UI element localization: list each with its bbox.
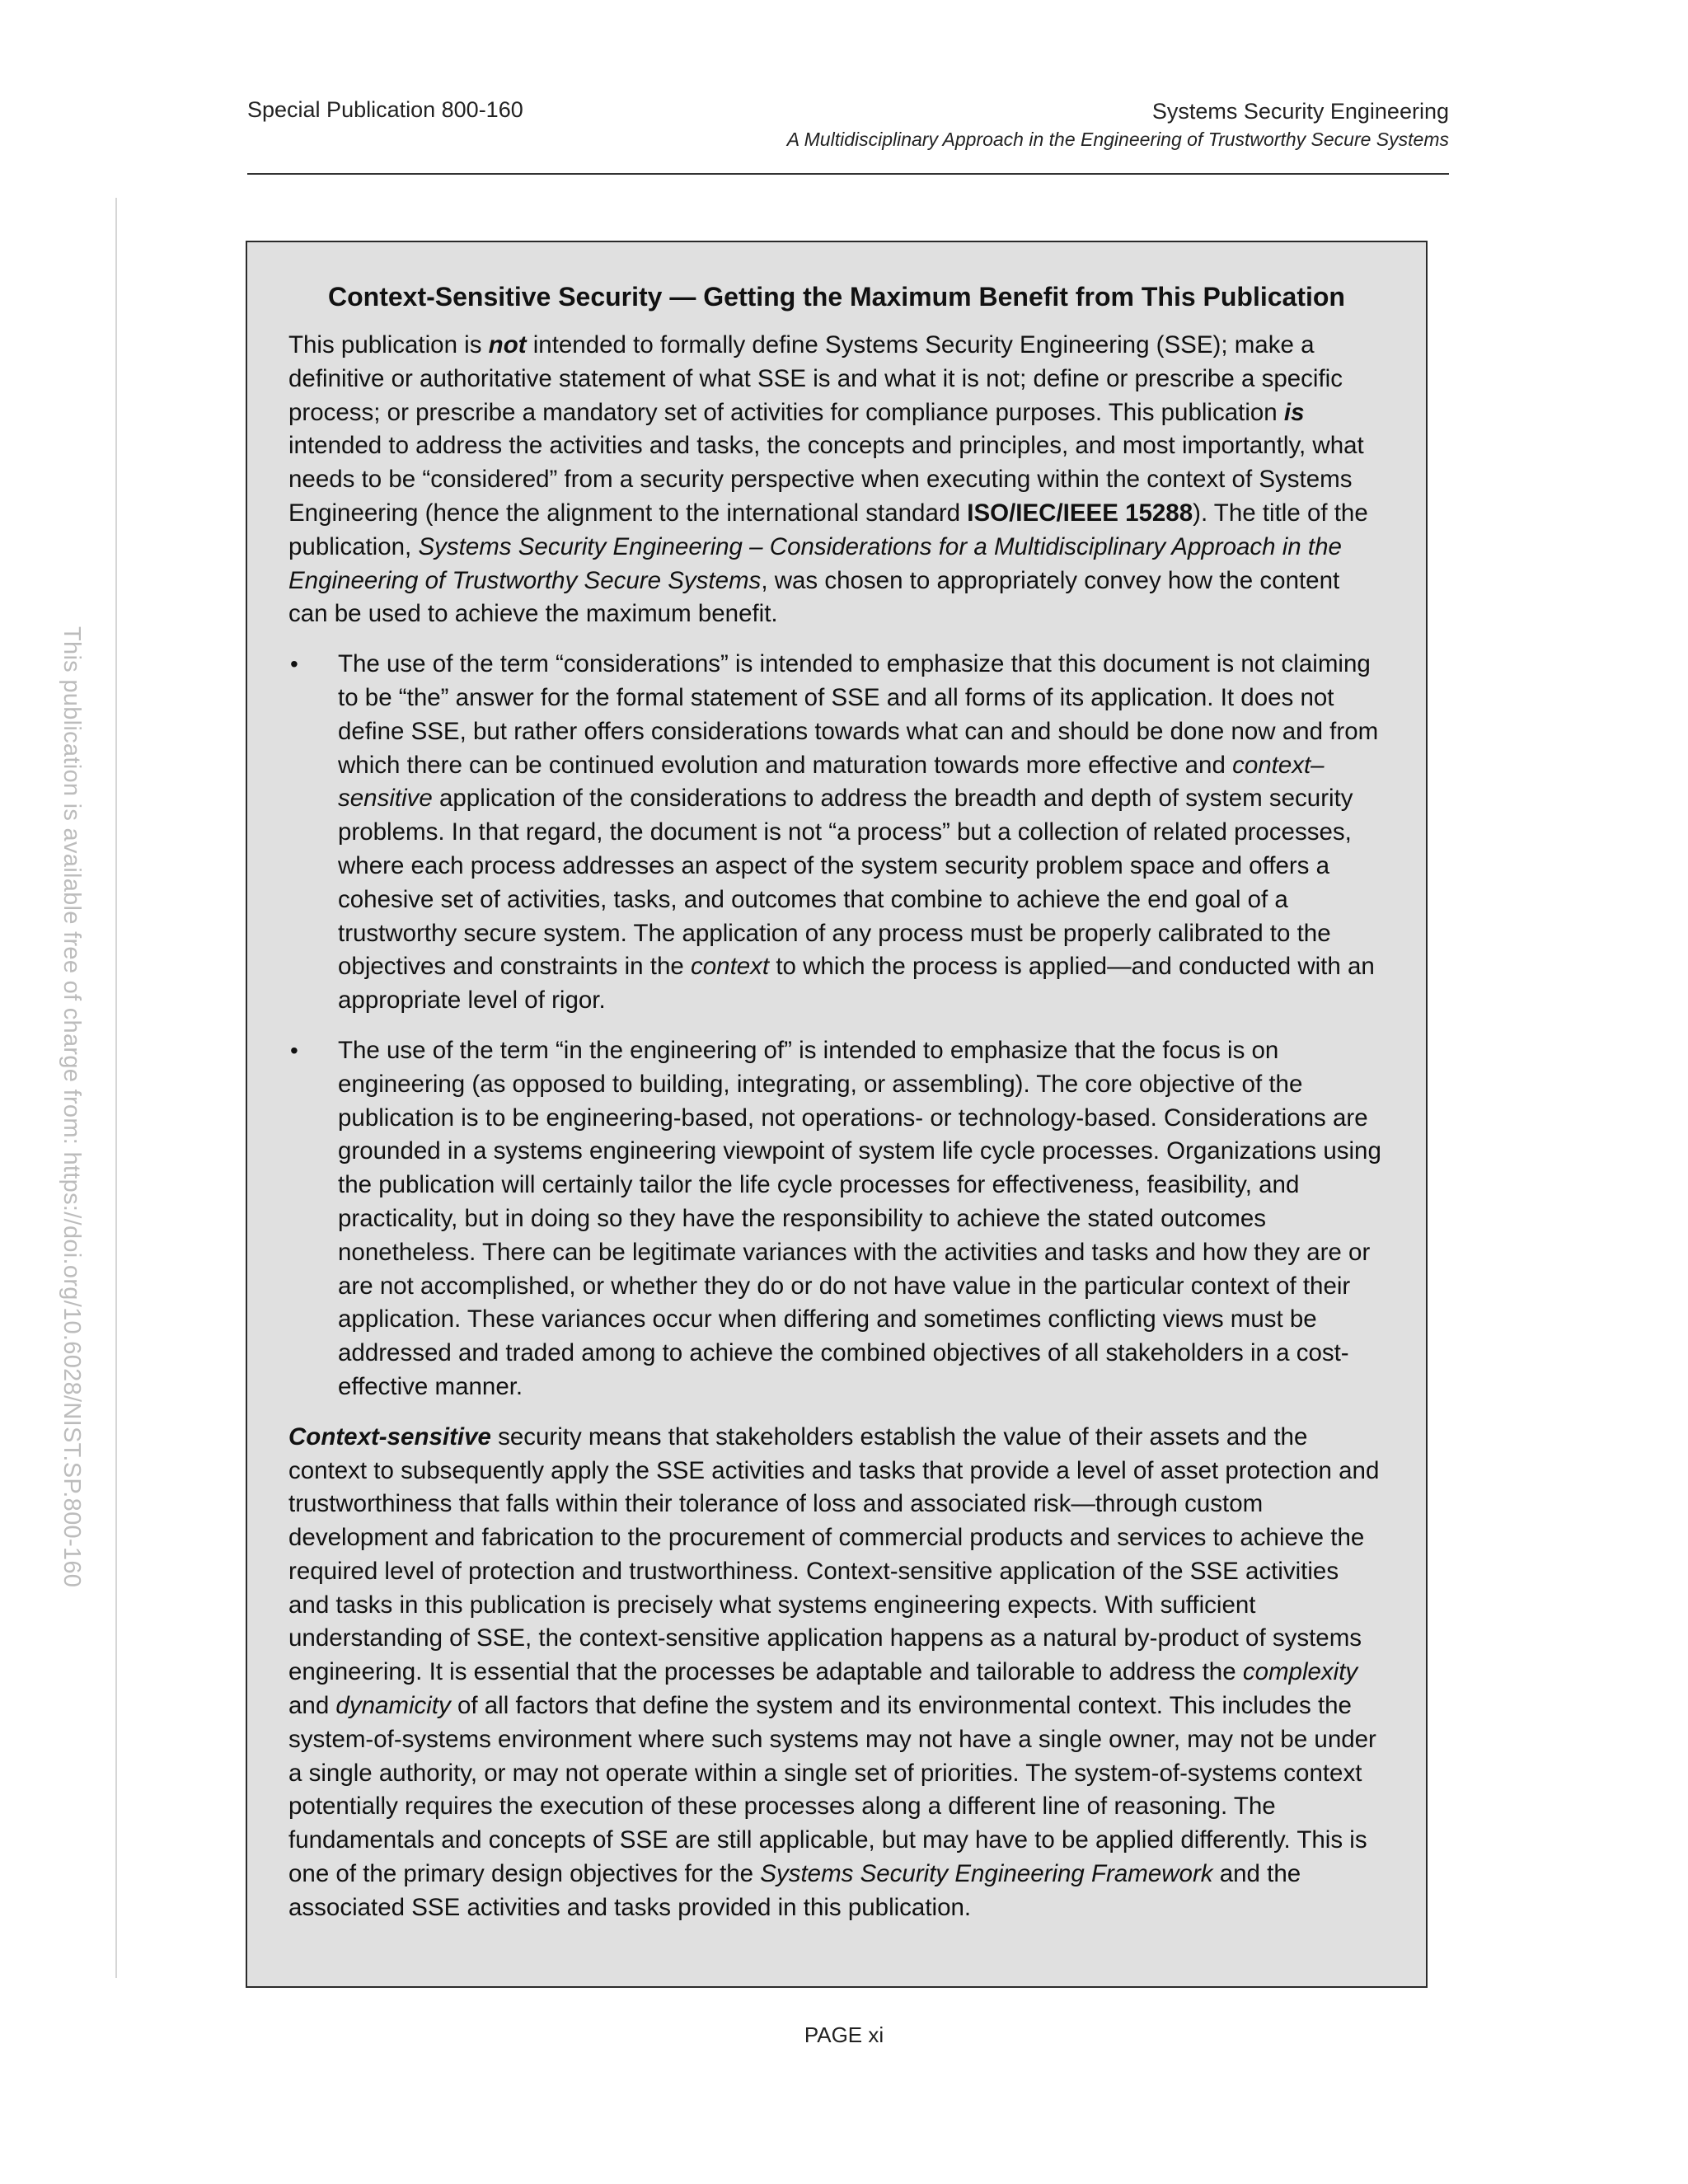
publication-number: Special Publication 800-160 (247, 97, 523, 122)
publication-title-block (787, 97, 1449, 153)
closing-term: Context-sensitive (288, 1422, 491, 1451)
intro-publication-title: Systems Security Engineering – Considerations for a Multidisciplinary Approach in the Engineering of Trustworthy Secure Systems (288, 532, 1342, 594)
box-title: Context-Sensitive Security — Getting the Maximum Benefit from This Publication (328, 282, 1345, 312)
bullet1-emphasis-context: context (691, 953, 770, 981)
intro-text-3: intended to address the activities and tasks, the concepts and principles, and most importantly, what needs to be “considered” from a security perspective when executing within the context of Systems Engineering (hence the alignment to the international standard (288, 432, 1364, 527)
bullet1-text-3: to which the process is applied—and conducted with an appropriate level of rigor. (338, 953, 1375, 1015)
bullet2-text: The use of the term “in the engineering of” is intended to emphasize that the focus is on engineering (as opposed to building, integrating, or assembling). The core objective of the publication is to be engineering-based, not operations- or technology-based. Considerations are grounded in a systems engineering viewpoint of system life cycle processes. Organizations using the publication will certainly tailor the life cycle processes for effectiveness, feasibility, and practicality, but in doing so they have the responsibility to achieve the stated outcomes nonetheless. There can be legitimate variances with the activities and tasks and how they are or are not accomplished, or whether they do or do not have value in the particular context of their application. These variances occur when differing and sometimes conflicting views must be addressed and traded among to achieve the combined objectives of all stakeholders in a cost-effective manner. (338, 1036, 1381, 1400)
publication-subtitle: A Multidisciplinary Approach in the Engineering of Trustworthy Secure Systems (786, 129, 1449, 150)
page-number: PAGE xi (804, 2022, 884, 2047)
header-divider (247, 173, 1449, 175)
closing-paragraph (288, 1421, 1385, 1925)
intro-emphasis-is: is (1283, 398, 1305, 426)
list-item (288, 1034, 1385, 1404)
closing-text-3: of all factors that define the system and its environmental context. This includes the system-of-systems environment where such systems may not have a single owner, may not be under a single authority, or may not operate within a single set of priorities. The system-of-systems context potentially requires the execution of these processes along a different line of reasoning. The fundamentals and concepts of SSE are still applicable, but may have to be applied differently. This is one of the primary design objectives for the (288, 1692, 1376, 1888)
intro-text-2: intended to formally define Systems Security Engineering (SSE); make a definitive or authoritative statement of what SSE is and what it is not; define or prescribe a specific process; or prescribe a mandatory set of activities for compliance purposes. This publication (288, 331, 1343, 426)
closing-emphasis-dynamicity: dynamicity (335, 1692, 451, 1720)
bullet-icon: • (290, 1037, 298, 1063)
intro-text-5: , was chosen to appropriately convey how the content can be used to achieve the maximum benefit. (288, 566, 1340, 628)
intro-text-1: This publication is (288, 331, 489, 359)
closing-text-4: and the associated SSE activities and tasks provided in this publication. (288, 1860, 1301, 1921)
intro-text-4: ). The title of the publication, (288, 499, 1368, 560)
bullet1-text-1: The use of the term “considerations” is intended to emphasize that this document is not claiming to be “the” answer for the formal statement of SSE and all forms of its application. It does not define SSE, but rather offers considerations towards what can and should be done now and from which there can be continued evolution and maturation towards more effective and (338, 650, 1379, 779)
bullet1-emphasis: context–sensitive (338, 751, 1325, 813)
publication-title: Systems Security Engineering (1151, 99, 1449, 124)
context-sensitive-security-box (246, 241, 1428, 1988)
bullet1-text-2: application of the considerations to address the breadth and depth of system security problems. In that regard, the document is not “a process” but a collection of related processes, where each process addresses an aspect of the system security problem space and offers a cohesive set of activities, tasks, and outcomes that combine to achieve the end goal of a trustworthy secure system. The application of any process must be properly calibrated to the objectives and constraints in the (338, 785, 1353, 981)
bullet-icon: • (290, 651, 298, 677)
closing-framework-ref: Systems Security Engineering Framework (760, 1860, 1213, 1888)
availability-note: This publication is available free of charge from: https://doi.org/10.6028/NIST.SP.800-160 (59, 626, 85, 1588)
intro-paragraph (288, 329, 1385, 631)
intro-emphasis-not: not (488, 331, 527, 359)
closing-emphasis-complexity: complexity (1242, 1658, 1358, 1686)
list-item (288, 648, 1385, 1018)
closing-text-2: and (288, 1692, 336, 1720)
closing-text-1: security means that stakeholders establish the value of their assets and the context to subsequently apply the SSE activities and tasks that provide a level of asset protection and trustworthiness that falls within their tolerance of loss and associated risk—through custom development and fabrication to the procurement of commercial products and services to achieve the required level of protection and trustworthiness. Context-sensitive application of the SSE activities and tasks in this publication is precisely what systems engineering expects. With sufficient understanding of SSE, the context-sensitive application happens as a natural by-product of systems engineering. It is essential that the processes be adaptable and tailorable to address the (288, 1422, 1380, 1686)
considerations-list (288, 648, 1385, 1404)
intro-standard-ref: ISO/IEC/IEEE 15288 (967, 499, 1193, 527)
side-divider (115, 198, 117, 1978)
